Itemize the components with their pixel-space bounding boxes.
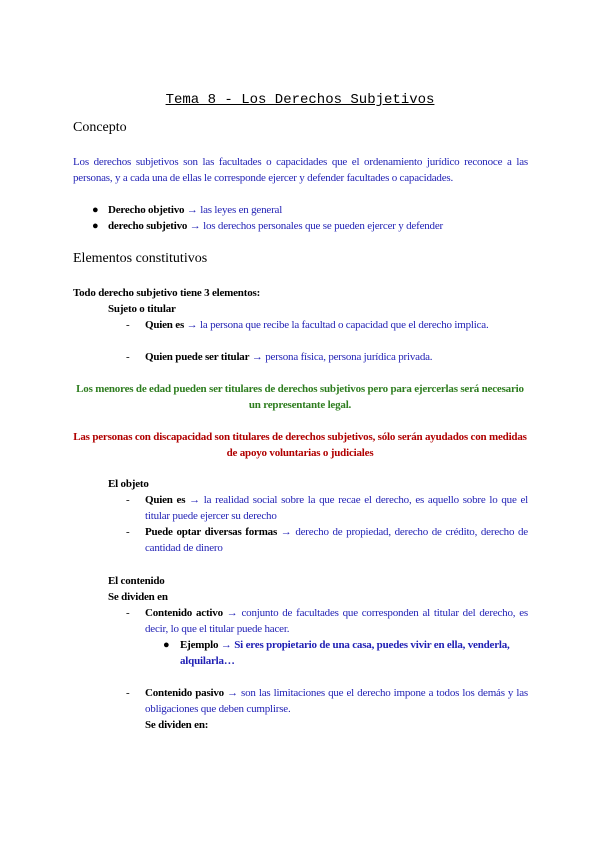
bullet-icon: ● [92, 204, 99, 216]
term: Contenido pasivo [145, 687, 224, 699]
term: Quien es [145, 494, 186, 506]
desc: derecho de propiedad, derecho de crédito, derecho de cantidad de dinero [145, 526, 528, 554]
concepto-text: Los derechos subjetivos son las facultades o capacidades que el ordenamiento jurídico reconoce a las personas, y a cada una de ellas le corresponde ejercer y defender facultades o capacidades. [73, 156, 528, 184]
term: Ejemplo [180, 639, 219, 651]
bullet-icon: ● [92, 220, 99, 232]
concepto-heading: Concepto [73, 120, 127, 135]
desc: conjunto de facultades que corresponden al titular del derecho, es decir, lo que el titular puede hacer. [145, 607, 528, 635]
objeto-heading [108, 476, 149, 492]
elementos-heading: Elementos constitutivos [73, 251, 208, 266]
desc: la persona que recibe la facultad o capacidad que el derecho implica. [199, 319, 489, 331]
arrow-icon: → [189, 494, 200, 506]
desc: las leyes en general [200, 204, 283, 216]
desc: los derechos personales que se pueden ejercer y defender [203, 220, 443, 232]
note-menores: Los menores de edad pueden ser titulares de derechos subjetivos pero para ejercerlas será necesario un representante legal. [76, 383, 524, 411]
bullet-icon: ● [163, 639, 170, 651]
contenido-sub [108, 589, 168, 605]
arrow-icon: → [220, 639, 232, 651]
arrow-icon: → [226, 607, 238, 619]
dash: - [126, 319, 130, 331]
desc: Si eres propietario de una casa, puedes vivir en ella, venderla, alquilarla… [180, 639, 510, 667]
bullet-derecho-subjetivo [108, 218, 528, 234]
term: Contenido activo [145, 607, 223, 619]
arrow-icon: → [189, 220, 201, 232]
contenido-pasivo [145, 685, 528, 717]
desc: persona física, persona jurídica privada. [265, 351, 433, 363]
arrow-icon: → [280, 526, 292, 538]
heading-text: Sujeto o titular [108, 303, 176, 315]
sujeto-heading [108, 301, 176, 317]
sujeto-item-titular [145, 349, 528, 365]
heading-text: El objeto [108, 478, 149, 490]
intro-text: Todo derecho subjetivo tiene 3 elementos: [73, 287, 261, 299]
elementos-intro [73, 285, 260, 301]
dash: - [126, 526, 130, 538]
arrow-icon: → [227, 687, 238, 699]
arrow-icon: → [186, 204, 198, 216]
heading-text: El contenido [108, 575, 165, 587]
objeto-item-formas [145, 524, 528, 556]
term: Puede optar diversas formas [145, 526, 278, 538]
contenido-ejemplo [180, 637, 528, 669]
sujeto-item-quien-es [145, 317, 528, 333]
desc: la realidad social sobre la que recae el derecho, es aquello sobre lo que el titular puede ejercer su derecho [145, 494, 528, 522]
term: Quien es [145, 319, 185, 331]
arrow-icon: → [251, 351, 263, 363]
page-title: Tema 8 - Los Derechos Subjetivos [165, 92, 435, 108]
arrow-icon: → [186, 319, 198, 331]
dash: - [126, 607, 130, 619]
dash: - [126, 494, 130, 506]
pasivo-sub [145, 717, 208, 733]
note-discapacidad: Las personas con discapacidad son titulares de derechos subjetivos, sólo serán ayudados con medidas de apoyo voluntarias o judiciales [73, 431, 527, 459]
dash: - [126, 351, 130, 363]
sub-text: Se dividen en: [145, 719, 209, 731]
objeto-item-quien-es [145, 492, 528, 524]
desc: son las limitaciones que el derecho impone a todos los demás y las obligaciones que deben cumplirse. [145, 687, 528, 715]
bullet-derecho-objetivo [108, 202, 528, 218]
term: derecho subjetivo [108, 220, 188, 232]
dash: - [126, 687, 130, 699]
term: Derecho objetivo [108, 204, 185, 216]
contenido-heading [108, 573, 165, 589]
contenido-activo [145, 605, 528, 637]
sub-text: Se dividen en [108, 591, 168, 603]
term: Quien puede ser titular [145, 351, 250, 363]
